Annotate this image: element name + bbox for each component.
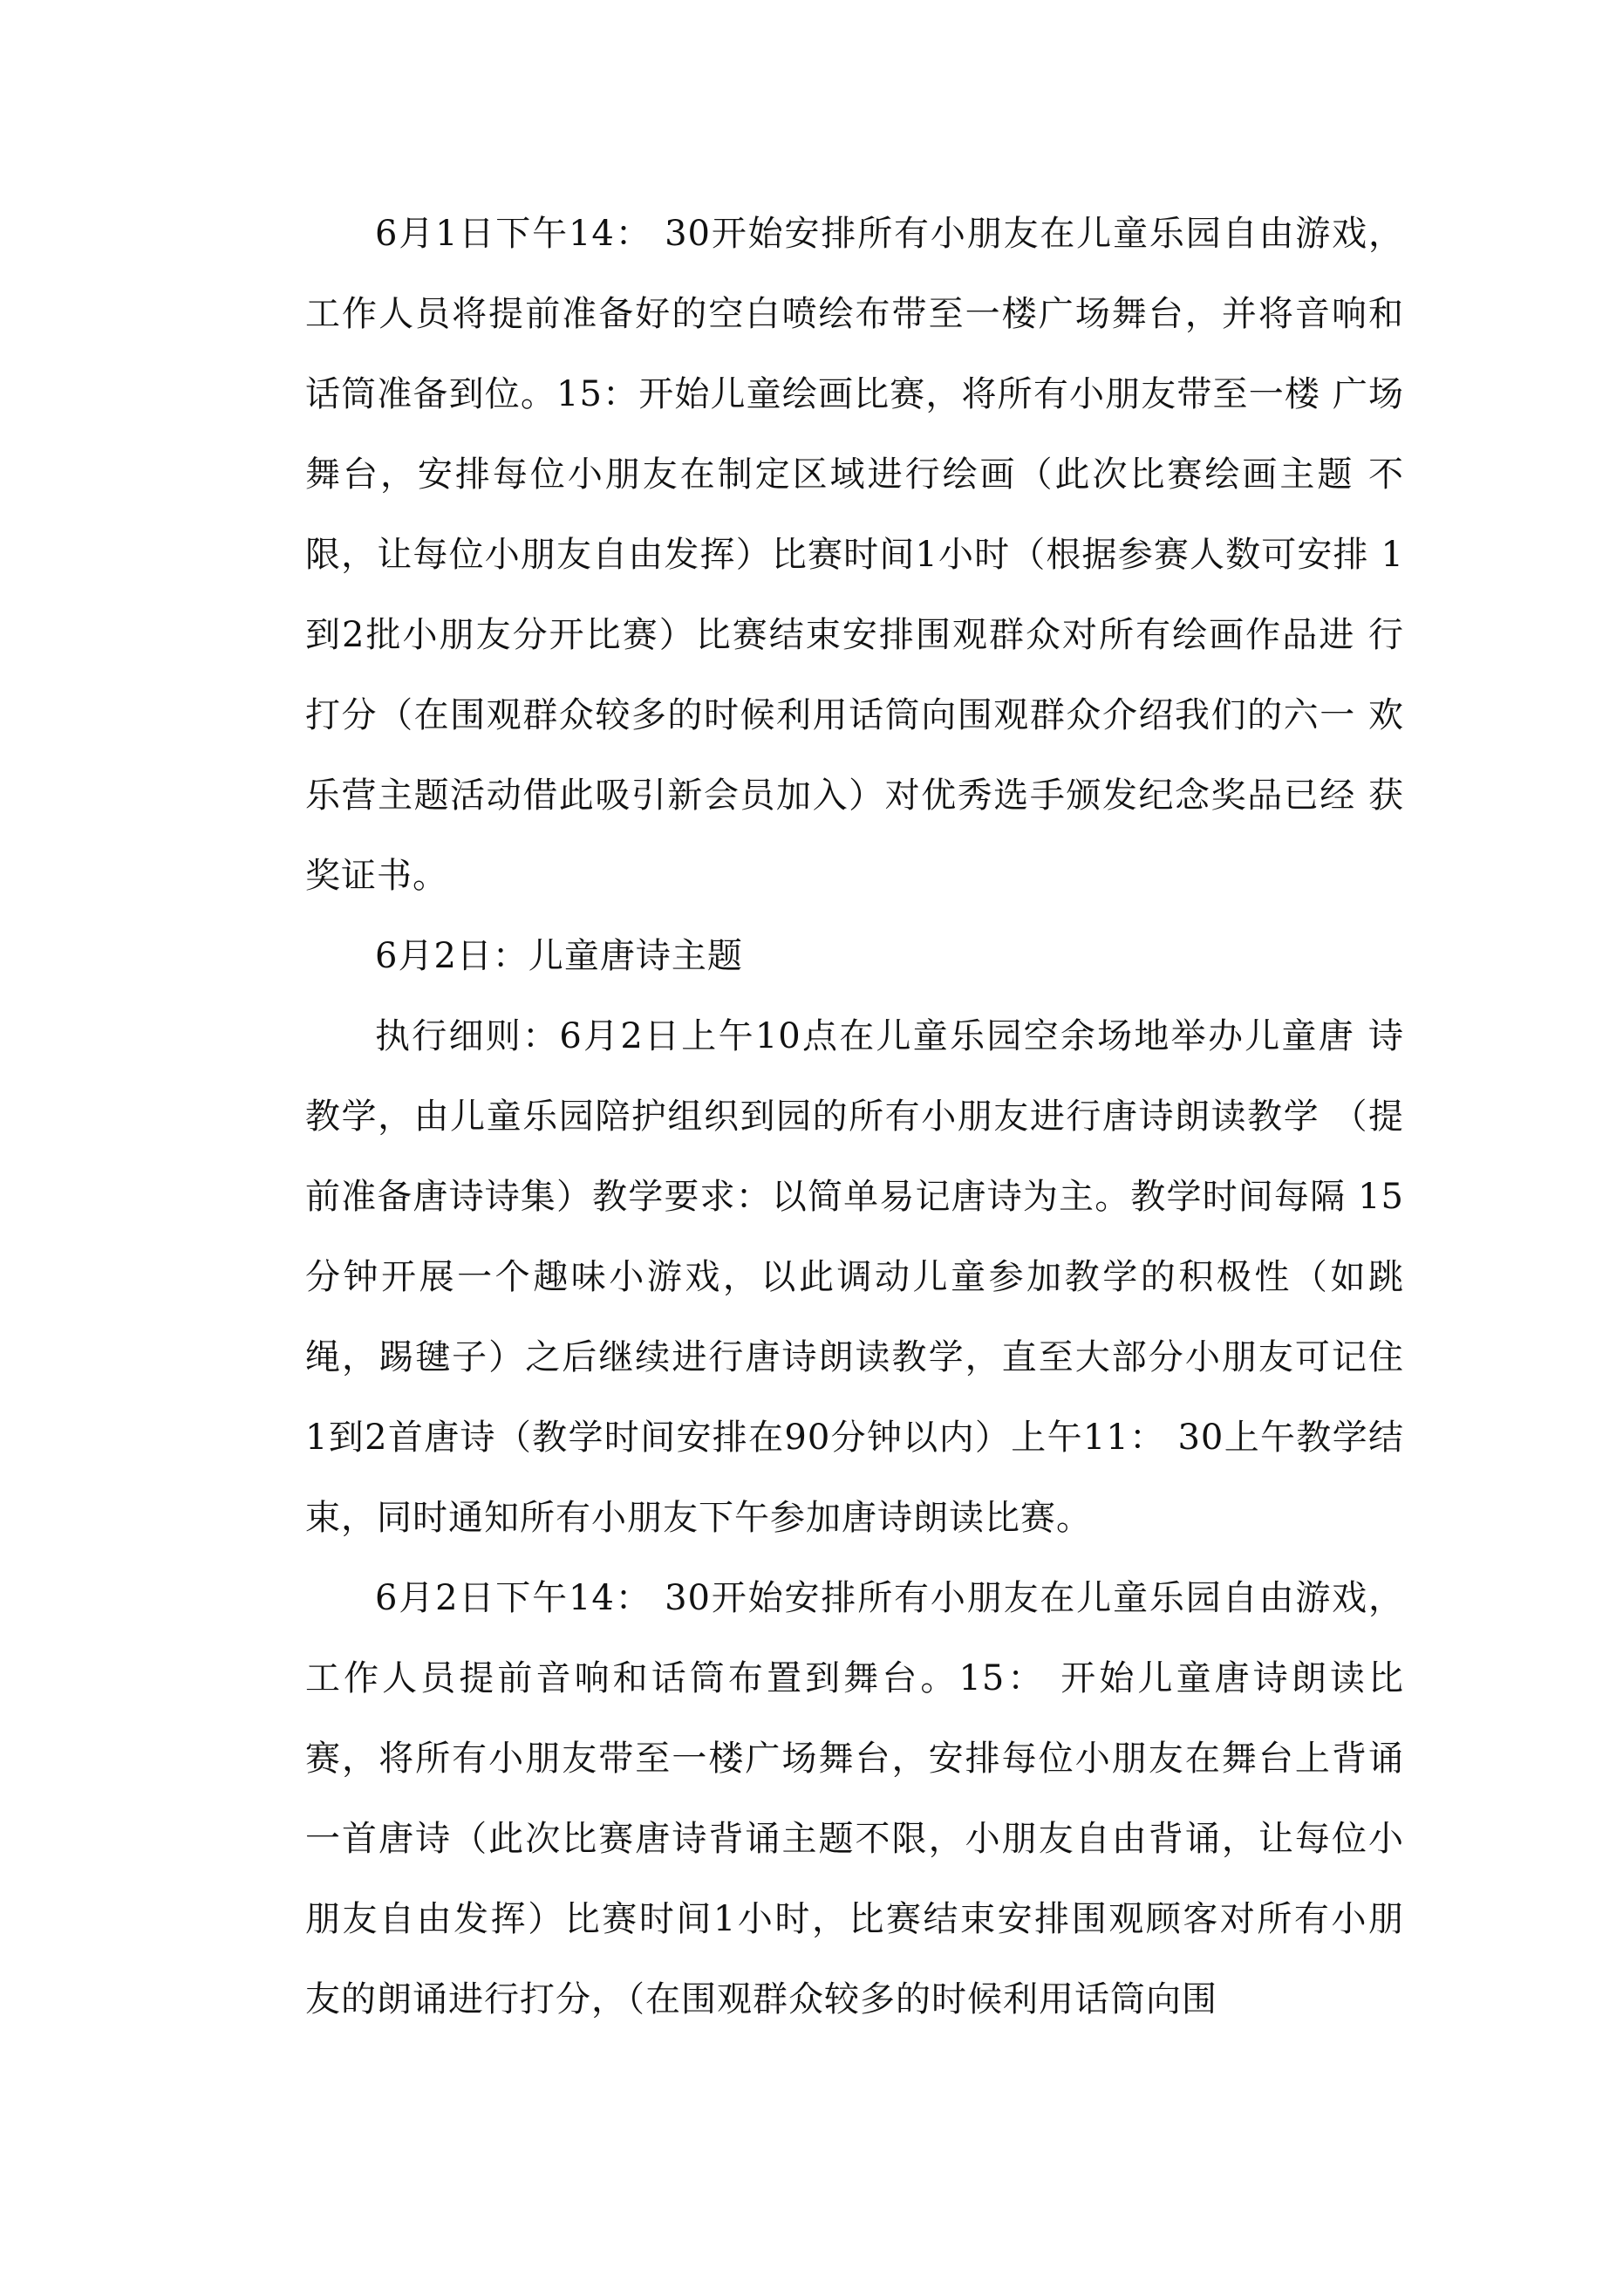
paragraph-june2-heading: 6月2日：儿童唐诗主题	[375, 936, 743, 976]
paragraph-june1-afternoon: 6月1日下午14： 30开始安排所有小朋友在儿童乐园自由游戏， 工作人员将提前准备好的空白喷绘布带至一楼广场舞台，并将音响和 话筒准备到位。15：开始儿童绘画比赛，将所有小朋友带至一楼 广场舞台，安排每位小朋友在制定区域进行绘画（此次比赛绘画主题 不限，让每位小朋友自由发挥）比赛时间1小时（根据参赛人数可安排 1到2批小朋友分开比赛）比赛结束安排围观群众对所有绘画作品进 行打分（在围观群众较多的时候利用话筒向围观群众介绍我们的六一 欢乐营主题活动借此吸引新会员加入）对优秀选手颁发纪念奖品已经 获奖证书。	[305, 214, 1404, 896]
paragraph-june2-afternoon: 6月2日下午14： 30开始安排所有小朋友在儿童乐园自由游戏， 工作人员提前音响和话筒布置到舞台。15： 开始儿童唐诗朗读比 赛，将所有小朋友带至一楼广场舞台，安排每位小朋友在舞台上背诵 一首唐诗（此次比赛唐诗背诵主题不限，小朋友自由背诵，让每位小 朋友自由发挥）比赛时间1小时，比赛结束安排围观顾客对所有小朋 友的朗诵进行打分，（在围观群众较多的时候利用话筒向围	[305, 1578, 1404, 2019]
document-body	[305, 194, 1404, 2040]
paragraph-june2-morning-details: 执行细则：6月2日上午10点在儿童乐园空余场地举办儿童唐 诗教学，由儿童乐园陪护组织到园的所有小朋友进行唐诗朗读教学 （提前准备唐诗诗集）教学要求：以简单易记唐诗为主。教学时间每隔 15分钟开展一个趣味小游戏，以此调动儿童参加教学的积极性（如跳 绳，踢毽子）之后继续进行唐诗朗读教学，直至大部分小朋友可记住 1到2首唐诗（教学时间安排在90分钟以内）上午11： 30上午教学结 束，同时通知所有小朋友下午参加唐诗朗读比赛。	[305, 1016, 1404, 1538]
